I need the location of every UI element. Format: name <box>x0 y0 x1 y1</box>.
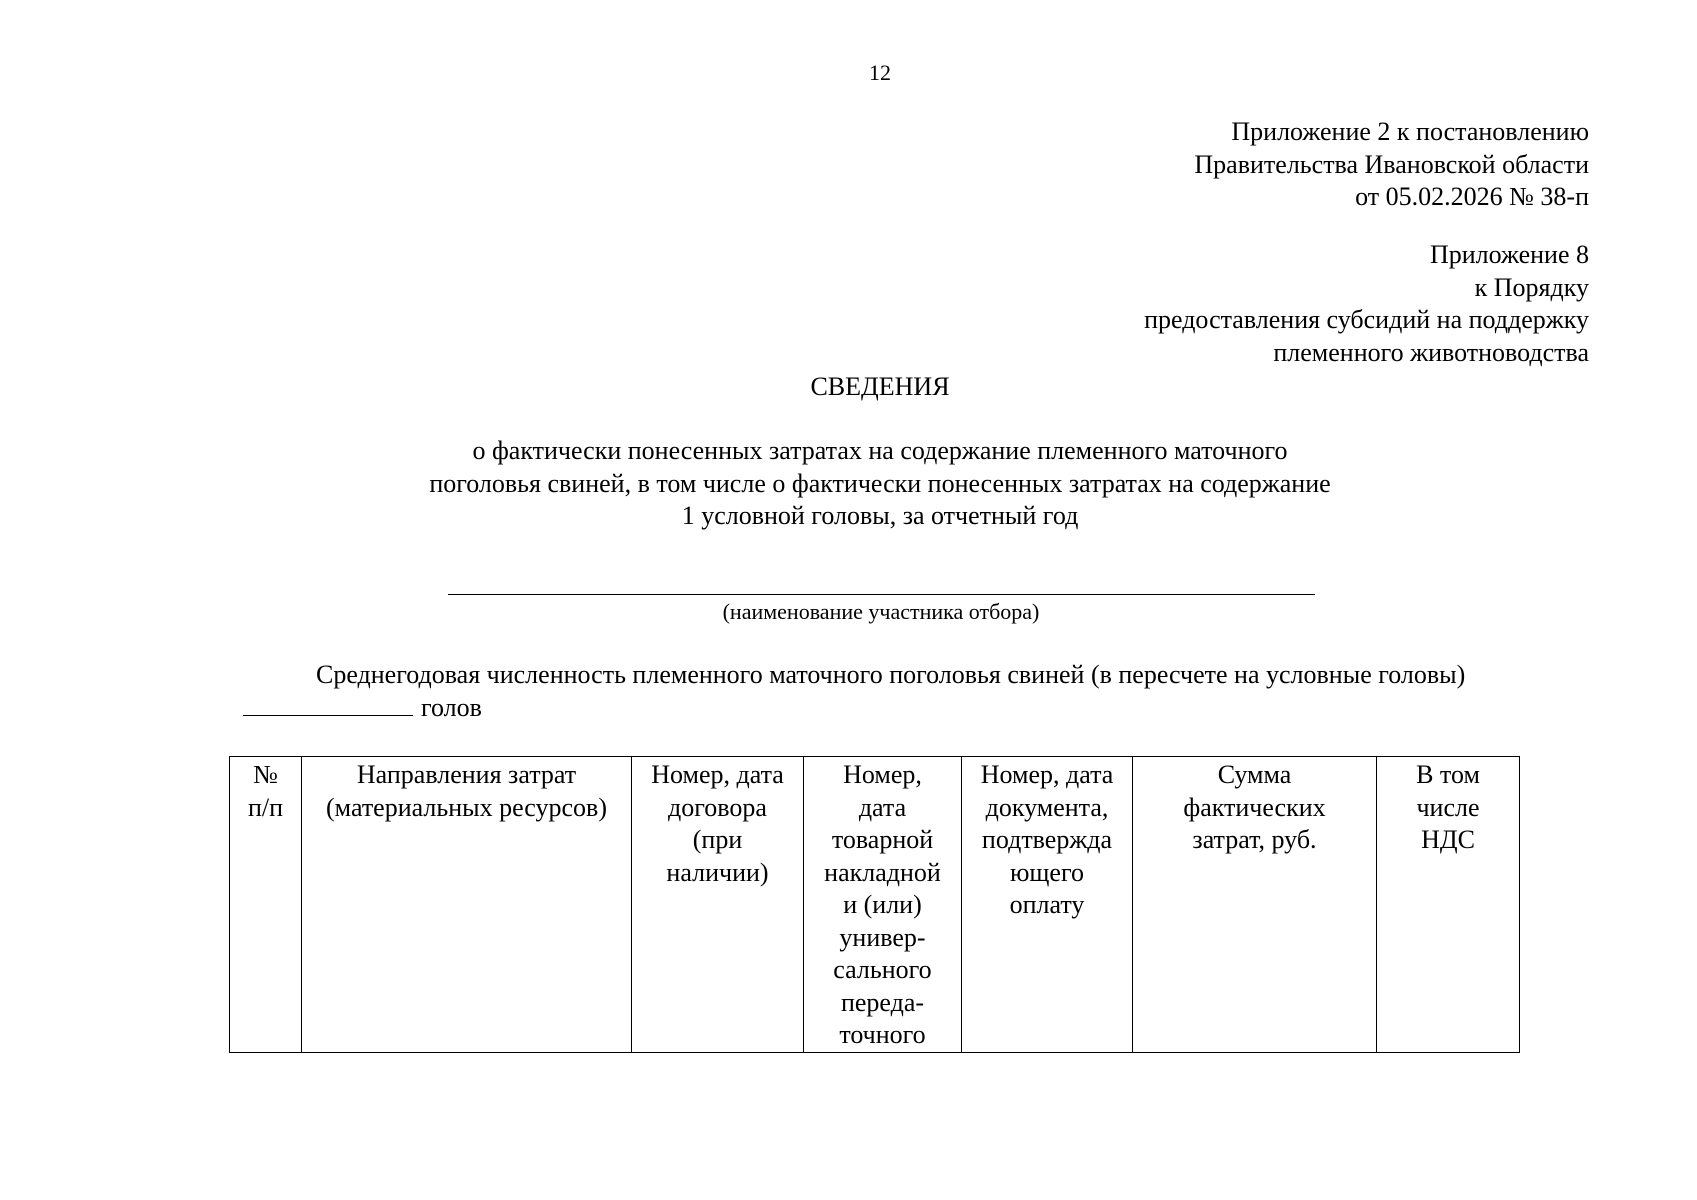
header-line: НДС <box>1421 825 1475 854</box>
header-line: сального <box>833 955 932 984</box>
header-line: (материальных ресурсов) <box>326 792 607 822</box>
header-line: В том <box>1416 760 1480 789</box>
subtitle-line: 1 условной головы, за отчетный год <box>681 501 1079 530</box>
appendix-8-line: племенного животноводства <box>1273 337 1589 367</box>
expenses-table <box>229 756 1520 1053</box>
header-line: затрат, руб. <box>1192 825 1317 854</box>
header-line: наличии) <box>666 857 769 887</box>
header-line: переда- <box>840 987 925 1017</box>
header-line: накладной <box>824 857 941 887</box>
header-line: Номер, <box>843 760 922 789</box>
header-line: и (или) <box>843 890 922 919</box>
appendix-8-header <box>1144 239 1589 369</box>
header-line: числе <box>1416 792 1480 822</box>
header-line: ющего <box>1009 857 1084 887</box>
subtitle-line: поголовья свиней, в том числе о фактически понесенных затратах на содержание <box>429 468 1331 498</box>
header-line: оплату <box>1009 890 1085 919</box>
appendix-2-line: от 05.02.2026 № 38-п <box>1355 182 1589 211</box>
column-header-payment-document <box>962 757 1133 1053</box>
participant-name-caption: (наименование участника отбора) <box>722 599 1040 624</box>
headcount-statement: Среднегодовая численность племенного маточного поголовья свиней (в пересчете на условные головы) <box>316 660 1466 689</box>
header-line: документа, <box>985 792 1109 822</box>
column-header-invoice <box>804 757 962 1053</box>
header-line: товарной <box>831 825 934 854</box>
column-header-actual-costs <box>1133 757 1377 1053</box>
header-line: Номер, дата <box>651 760 784 789</box>
header-line: Номер, дата <box>980 760 1114 789</box>
header-line: фактических <box>1183 792 1326 822</box>
appendix-8-line: предоставления субсидий на поддержку <box>1144 305 1589 334</box>
document-subtitle <box>0 435 1697 533</box>
header-line: универ- <box>839 922 926 952</box>
appendix-2-header <box>1194 116 1589 214</box>
document-title: СВЕДЕНИЯ <box>810 372 950 401</box>
header-line: Направления затрат <box>356 760 577 789</box>
header-line: п/п <box>247 792 284 822</box>
headcount-blank <box>243 691 413 716</box>
headcount-unit: голов <box>421 693 482 722</box>
column-header-expense-direction <box>302 757 632 1053</box>
column-header-vat <box>1377 757 1520 1053</box>
table-header-row <box>230 757 1520 1053</box>
participant-name-blank <box>448 594 1315 595</box>
appendix-2-line: Правительства Ивановской области <box>1194 149 1589 179</box>
page-number: 12 <box>869 60 891 85</box>
header-line: (при <box>692 825 743 854</box>
appendix-8-line: к Порядку <box>1474 272 1589 302</box>
header-line: договора <box>668 792 767 822</box>
header-line: подтвержда <box>981 825 1113 854</box>
header-line: дата <box>858 792 907 822</box>
header-line: № <box>253 760 278 789</box>
header-line: точного <box>839 1020 926 1049</box>
appendix-8-line: Приложение 8 <box>1429 240 1589 269</box>
column-header-number <box>230 757 302 1053</box>
headcount-field <box>243 691 482 725</box>
column-header-contract <box>632 757 804 1053</box>
header-line: Сумма <box>1217 760 1292 789</box>
appendix-2-line: Приложение 2 к постановлению <box>1231 117 1589 146</box>
subtitle-line: о фактически понесенных затратах на содержание племенного маточного <box>472 436 1288 465</box>
